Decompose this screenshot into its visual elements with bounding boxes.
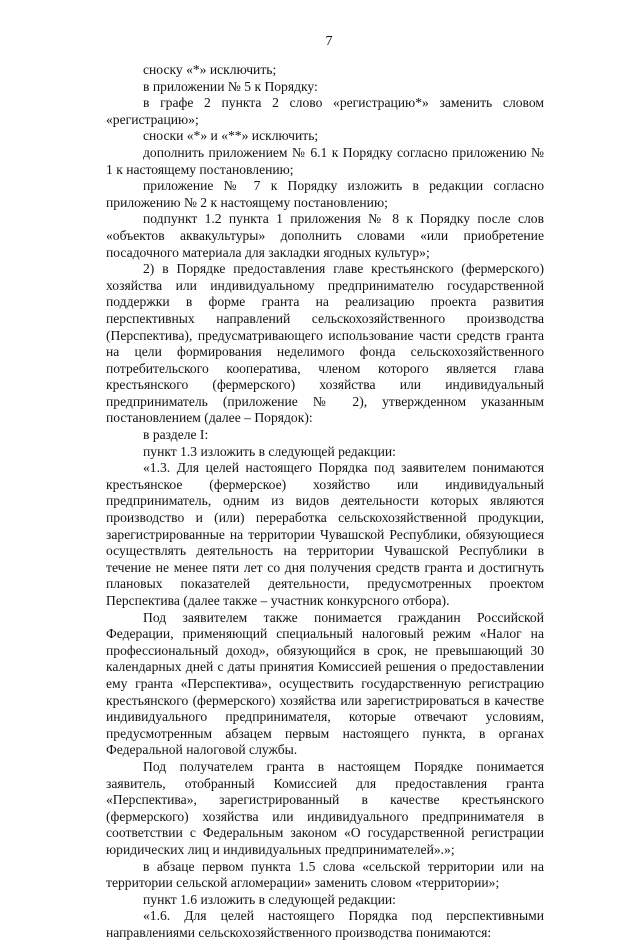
paragraph: подпункт 1.2 пункта 1 приложения № 8 к Порядку после слов «объектов аквакультуры» дополнить словами «или приобретение посадочного материала для закладки ягодных культур»;: [106, 211, 544, 260]
paragraph: пункт 1.3 изложить в следующей редакции:: [143, 443, 396, 459]
paragraph: «1.3. Для целей настоящего Порядка под заявителем понимаются крестьянское (фермерское) хозяйство или индивидуальный предприниматель, одним из видов деятельности которых являются производство и (или) переработка сельскохозяйственной продукции, зарегистрированные на территории Чувашской Республики, обязующиеся осуществлять деятельность на территории Чувашской Республики в течение не менее пяти лет со дня получения средств гранта и достигнуть плановых показателей деятельности, предусмотренных проектом Перспектива (далее также – участник конкурсного отбора).: [106, 460, 544, 608]
paragraph: в приложении № 5 к Порядку:: [143, 78, 318, 94]
paragraph: сноски «*» и «**» исключить;: [143, 128, 319, 144]
paragraph: пункт 1.6 изложить в следующей редакции:: [143, 891, 396, 907]
paragraph: сноску «*» исключить;: [143, 62, 277, 77]
document-body: [106, 62, 544, 941]
paragraph: Под получателем гранта в настоящем Порядке понимается заявитель, отобранный Комиссией для предоставления гранта «Перспектива», зарегистрированный в качестве крестьянского (фермерского) хозяйства или индивидуального предпринимателя в соответствии с Федеральным законом «О государственной регистрации юридических лиц и индивидуальных предпринимателей».»;: [106, 758, 544, 857]
paragraph: в графе 2 пункта 2 слово «регистрацию*» заменить словом «регистрацию»;: [106, 95, 544, 127]
paragraph: «1.6. Для целей настоящего Порядка под перспективными направлениями сельскохозяйственного производства понимаются:: [106, 908, 544, 940]
paragraph: приложение № 7 к Порядку изложить в редакции согласно приложению № 2 к настоящему постановлению;: [106, 178, 544, 210]
paragraph: Под заявителем также понимается гражданин Российской Федерации, применяющий специальный налоговый режим «Налог на профессиональный доход», обязующийся в срок, не превышающий 30 календарных дней с даты принятия Комиссией решения о предоставлении ему гранта «Перспектива», осуществить государственную регистрацию крестьянского (фермерского) хозяйства или зарегистрироваться в качестве индивидуального предпринимателя, которые отвечают условиям, предусмотренным абзацем первым настоящего пункта, в органах Федеральной налоговой службы.: [106, 609, 544, 758]
paragraph: 2) в Порядке предоставления главе крестьянского (фермерского) хозяйства или индивидуальному предпринимателю государственной поддержки в форме гранта на реализацию проекта развития перспективных направлений сельскохозяйственного производства (Перспектива), предусматривающего использование части средств гранта на цели формирования неделимого фонда сельскохозяйственного потребительского кооператива, членом которого является глава крестьянского (фермерского) хозяйства или индивидуальный предприниматель (приложение № 2), утвержденном указанным постановлением (далее – Порядок):: [106, 261, 544, 426]
paragraph: дополнить приложением № 6.1 к Порядку согласно приложению № 1 к настоящему постановлению;: [106, 144, 544, 177]
paragraph: в абзаце первом пункта 1.5 слова «сельской территории или на территории сельской агломерации» заменить словом «территории»;: [106, 858, 544, 891]
paragraph: в разделе I:: [143, 427, 209, 443]
page-number: 7: [325, 34, 333, 49]
